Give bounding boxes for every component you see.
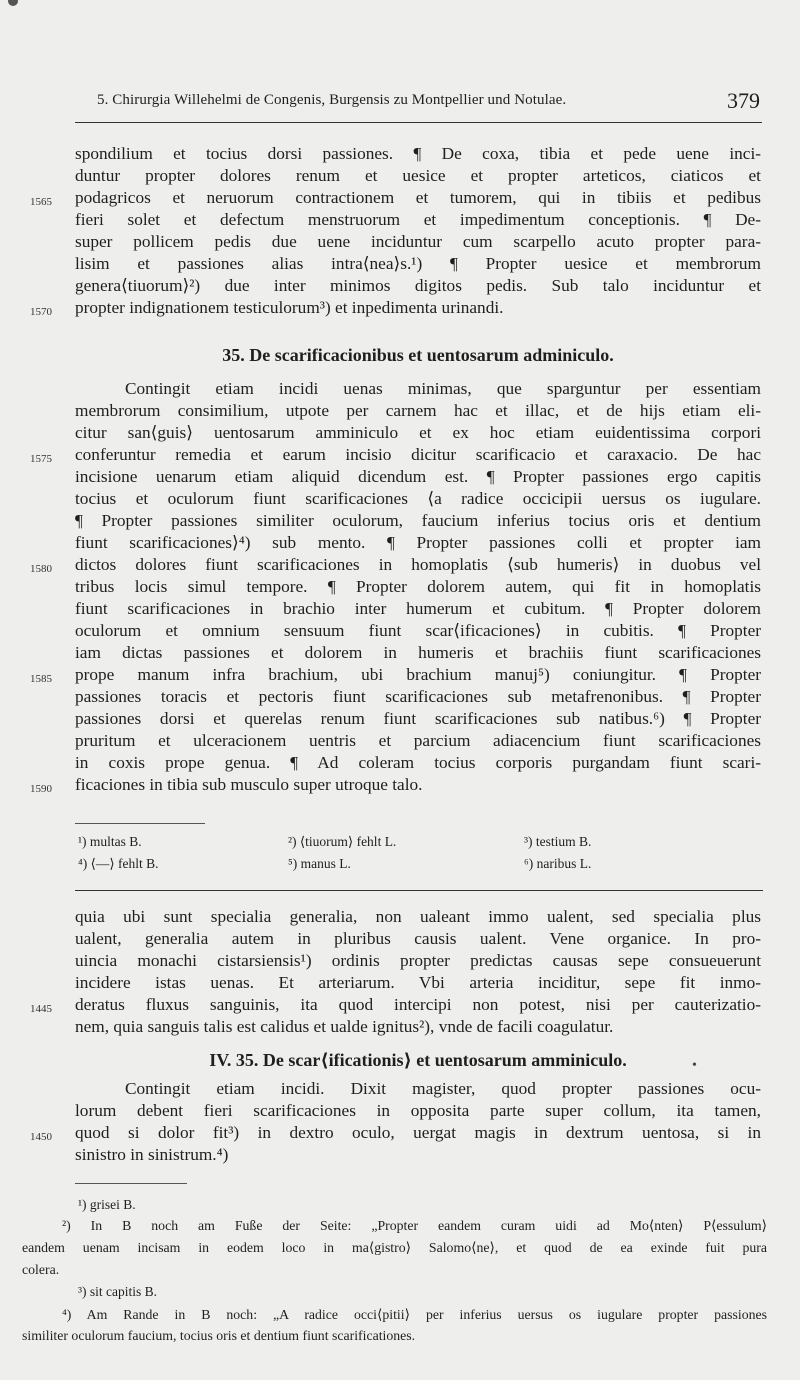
text-line: Contingit etiam incidi uenas minimas, que sparguntur per essentiam <box>125 379 761 398</box>
line-number: 1580 <box>30 563 52 575</box>
footnote-4-line: similiter oculorum faucium, tocius oris et dentium fiunt scarificationes. <box>22 1328 416 1343</box>
text-line: passiones toracis et pectoris fiunt scarificaciones sub metafrenonibus. ¶ Propter <box>75 687 761 706</box>
footnote-1: ¹) grisei B. <box>78 1197 136 1212</box>
text-line: spondilium et tocius dorsi passiones. ¶ De coxa, tibia et pede uene inci- <box>75 144 761 163</box>
text-line: membrorum consimilium, utpote per carnem hac et illac, et de hijs etiam eli- <box>75 401 761 420</box>
text-line: oculorum et omnium sensuum fiunt scar⟨ificaciones⟩ in cubitis. ¶ Propter <box>75 621 761 640</box>
text-line: 1445 deratus fluxus sanguinis, ita quod intercipi non potest, nisi per cauterizatio- <box>75 994 761 1016</box>
divider-rule <box>75 890 763 891</box>
apparatus-note: ²) ⟨tiuorum⟩ fehlt L. <box>288 834 397 849</box>
footnote-rule <box>75 1183 187 1184</box>
text-line: fieri solet et defectum menstruorum et impedimentum conceptionis. ¶ De- <box>75 210 761 229</box>
punch-hole <box>8 0 18 6</box>
text-line: iam dictas passiones et dolorem in humeris et brachiis fiunt scarificaciones <box>75 643 761 662</box>
text-line: 1575 conferuntur remedia et earum incisio dicitur scarificacio et caraxacio. De hac <box>75 444 761 466</box>
text-line: uincia monachi cistarsiensis¹) ordinis propter predictas causas sepe consueuerunt <box>75 951 761 970</box>
page-number: 379 <box>727 88 760 113</box>
ink-mark: • <box>692 1058 697 1073</box>
footnote-2-line: eandem uenam incisam in eodem loco in ma⟨gistro⟩ Salomo⟨ne⟩, et quod de ea exinde fuit pura <box>22 1240 767 1255</box>
text-line: Contingit etiam incidi. Dixit magister, quod propter passiones ocu- <box>125 1079 761 1098</box>
line-number: 1590 <box>30 783 52 795</box>
footnote-3: ³) sit capitis B. <box>78 1284 158 1299</box>
text-line: 1590 ficaciones in tibia sub musculo super utroque talo. <box>75 774 761 796</box>
text-line: quia ubi sunt specialia generalia, non ualeant immo ualent, sed specialia plus <box>75 907 761 926</box>
text-line: sinistro in sinistrum.⁴) <box>75 1145 229 1164</box>
line-number: 1445 <box>30 1003 52 1015</box>
text-line: citur san⟨guis⟩ uentosarum amminiculo et ex hoc etiam euidentissima corpori <box>75 423 761 442</box>
text-line: lisim et passiones alias intra⟨nea⟩s.¹) ¶ Propter uesice et membrorum <box>75 254 761 273</box>
text-line: tocius et oculorum fiunt scarificaciones ⟨a radice occicipii uersus os iugulare. <box>75 489 761 508</box>
text-line: 1580 dictos dolores fiunt scarificaciones in homoplatis ⟨sub humeris⟩ in duobus vel <box>75 554 761 576</box>
line-number: 1570 <box>30 306 52 318</box>
text-line: fiunt scarificaciones⟩⁴) sub mento. ¶ Propter passiones colli et propter iam <box>75 533 761 552</box>
text-line: genera⟨tiuorum⟩²) due inter minimos digitos pedis. Sub talo inciduntur et <box>75 276 761 295</box>
text-line: 1450 quod si dolor fit³) in dextro oculo, uergat magis in dextrum uentosa, si in <box>75 1122 761 1144</box>
text-line: tribus locis simul tempore. ¶ Propter dolorem autem, qui fit in homoplatis <box>75 577 761 596</box>
text-line: 1570 propter indignationem testiculorum³) et inpedimenta urinandi. <box>75 297 761 319</box>
text-line: super pollicem pedis due uene inciduntur cum scarpello acuto propter para- <box>75 232 761 251</box>
text-line: in coxis prope genua. ¶ Ad coleram tocius corporis purgandam fiunt scari- <box>75 753 761 772</box>
text-line: incisione uenarum etiam aliquid dicendum est. ¶ Propter passiones ergo capitis <box>75 467 761 486</box>
text-line: 1585 prope manum infra brachium, ubi brachium manuj⁵) coniungitur. ¶ Propter <box>75 664 761 686</box>
apparatus-rule <box>75 823 205 824</box>
apparatus-note: ⁶) naribus L. <box>524 856 592 871</box>
apparatus-note: ⁵) manus L. <box>288 856 351 871</box>
text-line: lorum debent fieri scarificaciones in opposita parte super collum, ita tamen, <box>75 1101 761 1120</box>
footnote-2-line: colera. <box>22 1262 60 1277</box>
line-number: 1565 <box>30 196 52 208</box>
section-heading-IV: IV. 35. De scar⟨ificationis⟩ et uentosarum amminiculo. <box>209 1050 627 1070</box>
text-line: passiones dorsi et querelas renum fiunt scarificaciones sub natibus.⁶) ¶ Propter <box>75 709 761 728</box>
section-heading-35: 35. De scarificacionibus et uentosarum adminiculo. <box>222 345 614 365</box>
apparatus-note: ³) testium B. <box>524 834 592 849</box>
text-line: fiunt scarificaciones in brachio inter humerum et cubitum. ¶ Propter dolorem <box>75 599 761 618</box>
text-line: nem, quia sanguis talis est calidus et ualde ignitus²), vnde de facili coagulatur. <box>75 1017 614 1036</box>
text-line: pruritum et ulceracionem uentris et parcium adiacencium fiunt scarificaciones <box>75 731 761 750</box>
footnote-2-line: ²) In B noch am Fuße der Seite: „Propter eandem curam uidi ad Mo⟨nten⟩ P⟨essulum⟩ <box>62 1218 767 1233</box>
line-number: 1585 <box>30 673 52 685</box>
text-line: 1565 podagricos et neruorum contractionem et tumorem, qui in tibiis et pedibus <box>75 187 761 209</box>
page-header <box>75 88 762 123</box>
footnote-4-line: ⁴) Am Rande in B noch: „A radice occi⟨pitii⟩ per inferius uersus os iugulare propter passiones <box>62 1307 767 1322</box>
apparatus-note: ¹) multas B. <box>78 834 142 849</box>
text-line: ¶ Propter passiones similiter oculorum, faucium inferius tocius oris et dentium <box>75 511 761 530</box>
text-line: ualent, generalia autem in pluribus causis ualent. Vene organice. In pro- <box>75 929 761 948</box>
text-line: incidere istas uenas. Et arteriarum. Vbi arteria inciditur, sepe fit inmo- <box>75 973 761 992</box>
text-line: duntur propter dolores renum et uesice et propter arteticos, ciaticos et <box>75 166 761 185</box>
apparatus-note: ⁴) ⟨—⟩ fehlt B. <box>78 856 159 871</box>
running-title: 5. Chirurgia Willehelmi de Congenis, Burgensis zu Montpellier und Notulae. <box>97 92 567 108</box>
line-number: 1575 <box>30 453 52 465</box>
line-number: 1450 <box>30 1131 52 1143</box>
